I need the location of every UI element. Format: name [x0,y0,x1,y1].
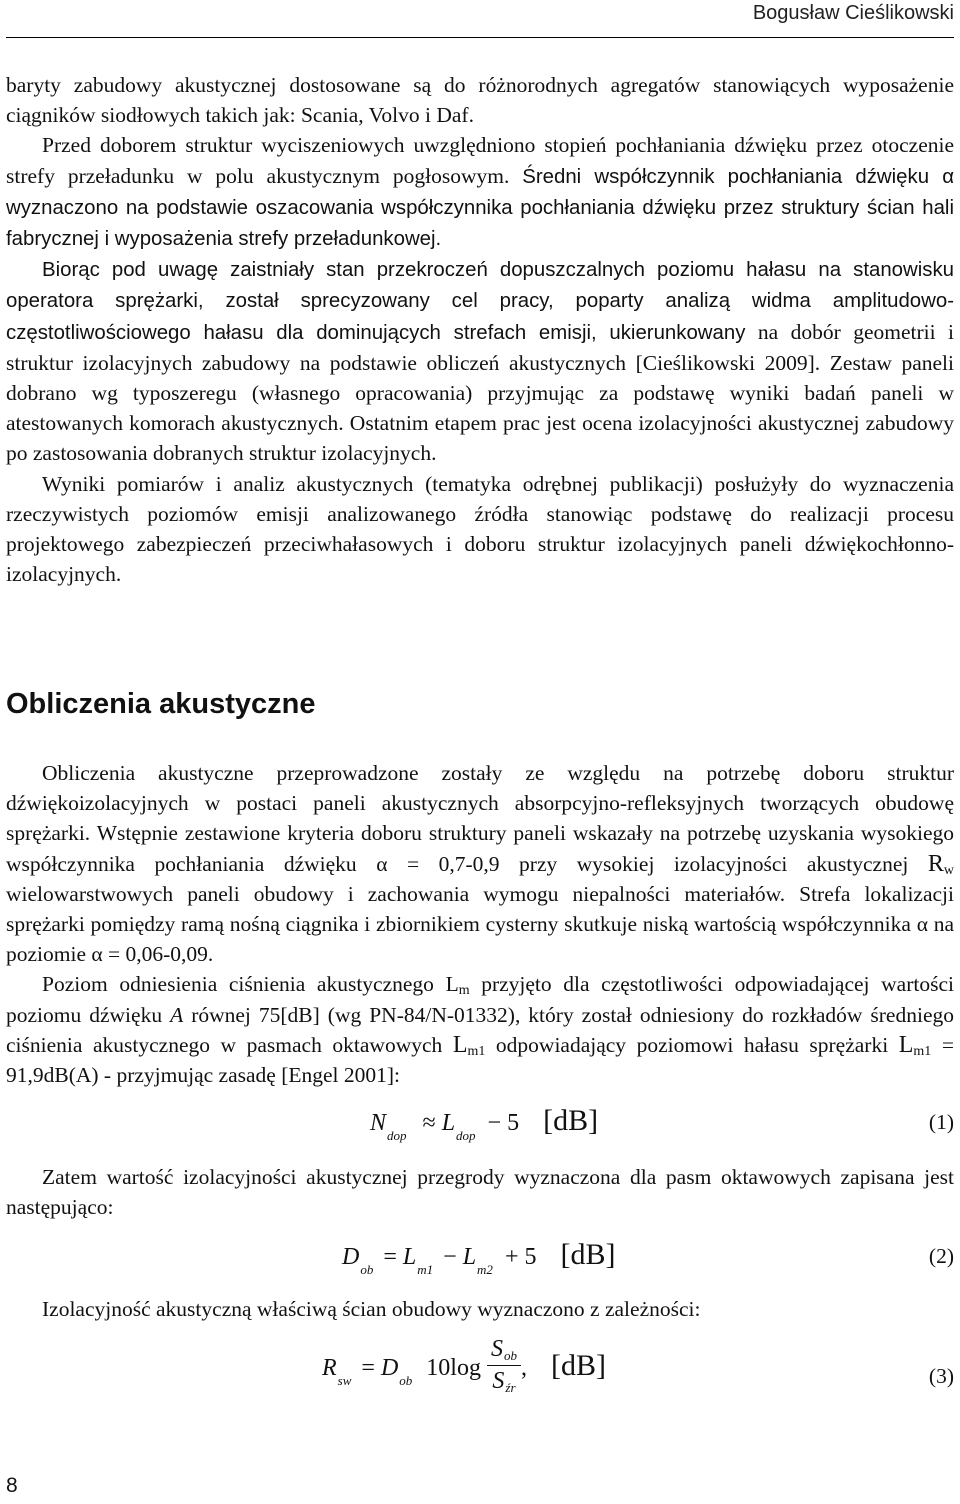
paragraph-5 [6,758,954,969]
paragraph-3-serif: na dobór geometrii i struktur izolacyjnych zabudowy na podstawie obliczeń akustycznych [Cieślikowski 2009]. Zestaw paneli dobrano wg typoszeregu (własnego opracowania) przyjmując za podstawę wyniki badań paneli w atestowanych komorach akustycznych. Ostatnim etapem prac jest ocena izolacyjności akustycznej zabudowy po zastosowania dobranych struktur izolacyjnych. [6,319,955,466]
paragraph-6-text-b: przyjęto dla częstotliwości odpowiadającej wartości poziomu dźwięku [6,972,954,1027]
section-heading: Obliczenia akustyczne [6,688,316,720]
paragraph-6 [6,969,954,1090]
symbol-Lm1-b: L [898,1031,914,1058]
eq3-S-den-sub: źr [505,1380,516,1395]
paragraph-3 [6,254,954,468]
eq3-ten-log: 10log [426,1355,481,1382]
symbol-Lm: L [445,972,459,997]
symbol-A: A [170,1002,184,1027]
symbol-Lm1: L [452,1031,468,1058]
eq3-fraction-denominator [487,1368,521,1395]
equation-2-number: (2) [928,1244,954,1268]
eq3-fraction-numerator [487,1336,521,1363]
eq2-D-sub: ob [360,1262,374,1277]
equation-3-body [322,1336,606,1399]
paragraph-5-text-a: Obliczenia akustyczne przeprowadzone zostały ze względu na potrzebę doboru struktur dźwiękoizolacyjnych w postaci paneli akustycznych absorpcyjno-refleksyjnych tworzących obudowę sprężarki. Wstępnie zestawione kryteria doboru struktury paneli wskazały na potrzebę uzyskania wysokiego współczynnika pochłaniania dźwięku α = 0,7-0,9 przy wysokiej izolacyjności akustycznej [6,761,954,876]
paragraph-6-text-e: = 91,9dB(A) - przyjmując zasadę [Engel 2001]: [6,1032,954,1088]
eq2-D: D [342,1244,360,1270]
paragraph-2-serif: Przed doborem struktur wyciszeniowych uwzględniono stopień pochłaniania dźwięku przez otoczenie strefy przeładunku w polu akustycznym pogłosowym. [6,133,954,188]
eq2-L2-sub: m2 [477,1262,493,1277]
eq3-equals: = [361,1355,375,1382]
section-text-a [6,758,954,1090]
page-number: 8 [6,1474,18,1497]
equation-2-body [342,1238,616,1277]
eq2-equals: = [383,1244,397,1270]
intro-text [6,70,954,589]
paragraph-1: baryty zabudowy akustycznej dostosowane są do różnorodnych agregatów stanowiących wyposażenie ciągników siodłowych takich jak: Scania, Volvo i Daf. [6,73,954,128]
eq3-unit: [dB] [550,1349,606,1383]
symbol-Lm1-sub: m1 [467,1043,486,1059]
paragraph-6-text-d: odpowiadający poziomowi hałasu sprężarki [485,1032,899,1057]
paragraph-6-text-a: Poziom odniesienia ciśnienia akustycznego [42,972,446,997]
eq1-unit: [dB] [543,1104,599,1137]
eq3-R: R [322,1355,337,1382]
paragraph-7: Zatem wartość izolacyjności akustycznej przegrody wyznaczona dla pasm oktawowych zapisana jest następująco: [6,1165,954,1220]
eq3-S-den: S [492,1368,505,1394]
symbol-Lm-sub: m [458,983,470,999]
paragraph-2-sans: Średni współczynnik pochłaniania dźwięku α wyznaczono na podstawie oszacowania współczynnika pochłaniania dźwięku przez struktury ścian hali fabrycznej i wyposażenia strefy przeładunkowej. [6,165,955,251]
eq2-L1: L [402,1244,417,1270]
eq1-L: L [441,1110,456,1136]
eq3-comma: , [520,1355,527,1382]
equation-3 [6,1336,954,1430]
eq3-S-num-sub: ob [503,1348,517,1363]
eq1-L-sub: dop [456,1128,476,1143]
equation-1-number: (1) [928,1110,954,1134]
symbol-R-sub: w [943,862,954,878]
eq3-R-sub: sw [337,1373,352,1389]
eq2-L1-sub: m1 [417,1262,434,1277]
eq3-S-num: S [490,1336,503,1362]
eq1-N: N [370,1110,387,1136]
eq2-plus-five: + 5 [504,1244,537,1270]
eq3-fraction [487,1336,521,1395]
paragraph-2 [6,130,954,254]
equation-1-body [370,1104,599,1143]
paragraph-8: Izolacyjność akustyczną właściwą ścian obudowy wyznaczono z zależności: [42,1297,701,1321]
paragraph-5-text-b: wielowarstwowych paneli obudowy i zachowania wymogu niepalności materiałów. Strefa lokalizacji sprężarki pomiędzy ramą nośną ciągnika i zbiornikiem cysterny skutkuje niską wartością współczynnika α na poziomie α = 0,06-0,09. [6,881,954,967]
equation-3-number: (3) [928,1364,954,1388]
paragraph-6-text-c: równej 75[dB] (wg PN-84/N-01332), który został odniesiony do rozkładów średniego ciśnienia akustycznego w pasmach oktawowych [6,1002,954,1057]
eq2-minus: − [443,1244,457,1270]
paragraph-4: Wyniki pomiarów i analiz akustycznych (tematyka odrębnej publikacji) posłużyły do wyznaczenia rzeczywistych poziomów emisji analizowanego źródła stanowiąc podstawę do realizacji procesu projektowego zabezpieczeń przeciwhałasowych i doboru struktur izolacyjnych paneli dźwiękochłonno-izolacyjnych. [6,471,954,587]
section-text-c [6,1294,954,1324]
eq3-D-sub: ob [399,1373,413,1389]
eq1-minus-five: − 5 [487,1110,520,1136]
section-text-b [6,1162,954,1222]
paragraph-3-sans: Biorąc pod uwagę zaistniały stan przekroczeń dopuszczalnych poziomu hałasu na stanowisku operatora sprężarki, został sprecyzowany cel pracy, poparty analizą widma amplitudowo-częstotliwościowego hałasu dla dominujących strefach emisji, ukierunkowany [6,259,954,344]
header-divider [6,37,954,38]
symbol-Lm1-b-sub: m1 [913,1043,932,1059]
eq2-unit: [dB] [560,1238,616,1271]
symbol-R: R [927,850,944,877]
eq3-D: D [380,1355,399,1382]
eq1-approx-sign: ≈ [422,1110,436,1136]
eq3-fraction-bar [487,1365,521,1366]
eq1-N-sub: dop [387,1128,407,1143]
running-header-author: Bogusław Cieślikowski [752,2,954,24]
eq2-L2: L [462,1244,477,1270]
